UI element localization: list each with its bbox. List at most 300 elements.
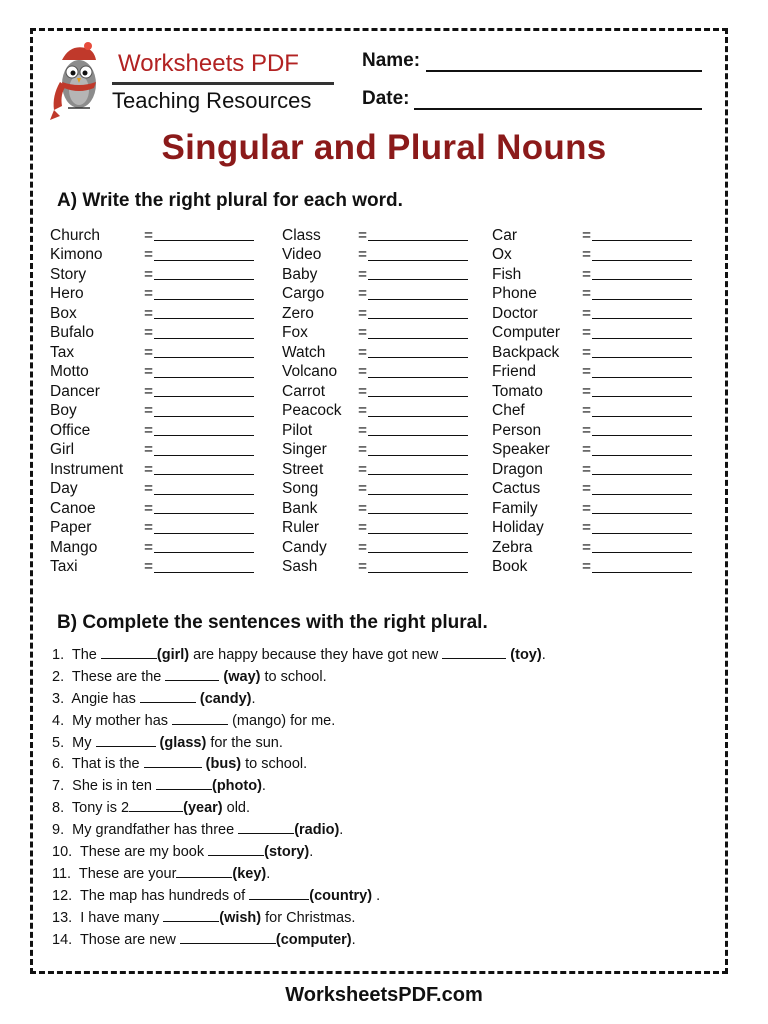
sentence-item [52, 887, 546, 909]
word-label: Bufalo [50, 324, 94, 342]
answer-blank[interactable] [154, 559, 254, 573]
answer-blank[interactable] [368, 383, 468, 397]
word-row [50, 343, 260, 363]
sentence-text: 9. My grandfather has three [52, 822, 239, 839]
word-row [492, 363, 697, 383]
word-row [492, 480, 697, 500]
word-row [492, 265, 697, 285]
word-row [50, 285, 260, 305]
answer-blank[interactable] [592, 461, 692, 475]
word-row [282, 265, 472, 285]
word-row [282, 421, 472, 441]
word-row [282, 499, 472, 519]
word-row [492, 382, 697, 402]
word-row [50, 226, 260, 246]
sentence-blank[interactable] [249, 887, 309, 900]
equals-sign: = [144, 402, 154, 420]
sentence-blank[interactable] [129, 799, 183, 812]
equals-sign: = [144, 246, 154, 264]
word-label: Paper [50, 519, 92, 537]
hint-word: (girl) [156, 647, 190, 663]
word-label: Computer [492, 324, 561, 342]
word-column-2 [282, 226, 472, 577]
word-label: Class [282, 226, 321, 244]
word-label: Song [282, 480, 319, 498]
word-label: Volcano [282, 363, 338, 381]
sentence-text: (mango) for me. [228, 712, 336, 729]
word-row [282, 558, 472, 578]
equals-sign: = [358, 519, 368, 537]
sentence-item [52, 712, 546, 734]
hint-word: (bus) [205, 756, 242, 773]
section-a-heading: A) Write the right plural for each word. [57, 190, 403, 211]
name-label: Name: [362, 50, 421, 71]
equals-sign: = [582, 343, 592, 361]
answer-blank[interactable] [368, 520, 468, 534]
equals-sign: = [358, 226, 368, 244]
date-field[interactable] [362, 88, 410, 110]
word-label: Singer [282, 441, 327, 459]
word-row [492, 441, 697, 461]
sentence-blank[interactable] [156, 777, 212, 790]
word-label: Office [50, 421, 91, 439]
word-label: Person [492, 421, 542, 439]
word-label: Mango [50, 538, 98, 556]
word-row [50, 304, 260, 324]
word-label: Box [50, 304, 77, 322]
word-label: Phone [492, 285, 537, 303]
answer-blank[interactable] [154, 481, 254, 495]
answer-blank[interactable] [154, 383, 254, 397]
answer-blank[interactable] [154, 227, 254, 241]
answer-blank[interactable] [592, 364, 692, 378]
sentence-item [52, 734, 546, 756]
word-label: Doctor [492, 304, 538, 322]
word-row [282, 480, 472, 500]
word-row [492, 538, 697, 558]
answer-blank[interactable] [154, 344, 254, 358]
answer-blank[interactable] [154, 520, 254, 534]
sentence-text: 3. Angie has [52, 690, 140, 707]
word-label: Tomato [492, 382, 543, 400]
word-label: Dancer [50, 382, 100, 400]
word-row [492, 226, 697, 246]
sentence-blank[interactable] [140, 690, 196, 703]
sentence-item [52, 646, 546, 668]
equals-sign: = [358, 304, 368, 322]
word-label: Church [50, 226, 100, 244]
sentence-text: . [541, 647, 546, 663]
equals-sign: = [358, 343, 368, 361]
word-label: Cactus [492, 480, 541, 498]
word-row [50, 421, 260, 441]
word-row [282, 382, 472, 402]
sentence-item [52, 843, 546, 865]
word-label: Carrot [282, 382, 326, 400]
answer-blank[interactable] [154, 422, 254, 436]
word-label: Kimono [50, 246, 103, 264]
word-label: Speaker [492, 441, 550, 459]
equals-sign: = [144, 499, 154, 517]
sentence-text: are happy because they have got new [189, 647, 443, 663]
answer-blank[interactable] [592, 266, 692, 280]
answer-blank[interactable] [154, 500, 254, 514]
word-row [50, 480, 260, 500]
sentence-text: old. [222, 800, 251, 817]
word-row [282, 519, 472, 539]
sentence-text: 1. The [52, 647, 101, 663]
sentence-blank[interactable] [144, 755, 202, 768]
hint-word: (radio) [294, 822, 340, 839]
word-label: Hero [50, 285, 84, 303]
word-row [492, 519, 697, 539]
word-label: Boy [50, 402, 77, 420]
answer-blank[interactable] [368, 227, 468, 241]
word-label: Cargo [282, 285, 325, 303]
equals-sign: = [582, 519, 592, 537]
word-label: Fish [492, 265, 522, 283]
sentence-item [52, 755, 546, 777]
equals-sign: = [358, 265, 368, 283]
word-label: Bank [282, 499, 318, 517]
word-row [492, 402, 697, 422]
answer-blank[interactable] [154, 247, 254, 261]
answer-blank[interactable] [368, 500, 468, 514]
sentence-text: . [351, 931, 356, 948]
word-column-1 [50, 226, 260, 577]
equals-sign: = [582, 499, 592, 517]
sentence-item [52, 821, 546, 843]
owl-mascot-icon [48, 40, 110, 124]
sentence-text: 10. These are my book [52, 844, 209, 861]
word-row [50, 382, 260, 402]
word-row [282, 460, 472, 480]
sentence-text: . [261, 778, 266, 795]
sentence-item [52, 690, 546, 712]
word-label: Taxi [50, 558, 78, 576]
word-row [50, 363, 260, 383]
sentence-item [52, 865, 546, 887]
answer-blank[interactable] [592, 247, 692, 261]
word-row [282, 363, 472, 383]
sentence-text: 11. These are your [52, 865, 177, 882]
word-label: Family [492, 499, 538, 517]
answer-blank[interactable] [154, 305, 254, 319]
sentence-blank[interactable] [238, 821, 294, 834]
hint-word: (way) [223, 668, 261, 685]
equals-sign: = [358, 363, 368, 381]
section-b-heading: B) Complete the sentences with the right plural. [57, 612, 488, 633]
answer-blank[interactable] [154, 364, 254, 378]
sentence-item [52, 931, 546, 953]
hint-word: (key) [232, 865, 267, 882]
answer-blank[interactable] [592, 325, 692, 339]
answer-blank[interactable] [368, 364, 468, 378]
hint-word: (wish) [219, 909, 262, 926]
word-label: Zero [282, 304, 314, 322]
answer-blank[interactable] [592, 286, 692, 300]
equals-sign: = [144, 324, 154, 342]
equals-sign: = [582, 246, 592, 264]
equals-sign: = [144, 519, 154, 537]
equals-sign: = [358, 460, 368, 478]
equals-sign: = [144, 363, 154, 381]
equals-sign: = [358, 441, 368, 459]
word-row [50, 558, 260, 578]
answer-blank[interactable] [592, 520, 692, 534]
equals-sign: = [358, 324, 368, 342]
equals-sign: = [144, 226, 154, 244]
hint-word: (glass) [159, 734, 207, 751]
sentence-blank[interactable] [96, 734, 156, 747]
equals-sign: = [144, 441, 154, 459]
sentence-blank[interactable] [176, 865, 232, 878]
word-row [282, 343, 472, 363]
answer-blank[interactable] [368, 344, 468, 358]
sentence-text: 5. My [52, 734, 96, 751]
word-label: Pilot [282, 421, 313, 439]
word-row [50, 538, 260, 558]
equals-sign: = [358, 538, 368, 556]
word-label: Video [282, 246, 322, 264]
sentence-text: 2. These are the [52, 668, 166, 685]
sentence-blank[interactable] [101, 646, 157, 659]
word-row [492, 246, 697, 266]
sentence-item [52, 777, 546, 799]
word-row [282, 246, 472, 266]
word-label: Zebra [492, 538, 533, 556]
word-label: Ruler [282, 519, 320, 537]
sentence-text: 7. She is in ten [52, 778, 156, 795]
sentence-text: 12. The map has hundreds of [52, 887, 250, 904]
answer-blank[interactable] [154, 461, 254, 475]
answer-blank[interactable] [368, 442, 468, 456]
sentence-text: for the sun. [206, 734, 283, 751]
answer-blank[interactable] [592, 344, 692, 358]
sentence-text: to school. [241, 756, 308, 773]
equals-sign: = [144, 265, 154, 283]
sentence-list [52, 646, 546, 952]
sentence-text: 14. Those are new [52, 931, 180, 948]
sentence-text: . [309, 844, 314, 861]
answer-blank[interactable] [592, 305, 692, 319]
word-label: Watch [282, 343, 326, 361]
equals-sign: = [582, 324, 592, 342]
answer-blank[interactable] [154, 539, 254, 553]
word-row [492, 558, 697, 578]
equals-sign: = [358, 285, 368, 303]
hint-word: (story) [264, 844, 310, 861]
word-label: Instrument [50, 460, 124, 478]
date-line[interactable] [414, 108, 702, 110]
answer-blank[interactable] [368, 247, 468, 261]
answer-blank[interactable] [368, 325, 468, 339]
answer-blank[interactable] [154, 286, 254, 300]
word-label: Street [282, 460, 324, 478]
equals-sign: = [144, 480, 154, 498]
word-row [50, 519, 260, 539]
answer-blank[interactable] [592, 481, 692, 495]
equals-sign: = [358, 480, 368, 498]
answer-blank[interactable] [592, 383, 692, 397]
word-row [492, 285, 697, 305]
answer-blank[interactable] [368, 539, 468, 553]
word-label: Friend [492, 363, 536, 381]
equals-sign: = [358, 558, 368, 576]
sentence-text: 8. Tony is 2 [52, 800, 130, 817]
equals-sign: = [582, 558, 592, 576]
word-row [492, 324, 697, 344]
answer-blank[interactable] [368, 481, 468, 495]
sentence-item [52, 668, 546, 690]
word-row [50, 324, 260, 344]
word-label: Fox [282, 324, 308, 342]
equals-sign: = [582, 538, 592, 556]
word-row [492, 499, 697, 519]
word-row [50, 499, 260, 519]
word-label: Book [492, 558, 528, 576]
equals-sign: = [582, 460, 592, 478]
sentence-item [52, 799, 546, 821]
answer-blank[interactable] [368, 266, 468, 280]
answer-blank[interactable] [368, 305, 468, 319]
word-column-3 [492, 226, 697, 577]
answer-blank[interactable] [592, 403, 692, 417]
answer-blank[interactable] [592, 442, 692, 456]
answer-blank[interactable] [154, 442, 254, 456]
hint-word: (candy) [199, 690, 252, 707]
equals-sign: = [582, 382, 592, 400]
word-row [282, 285, 472, 305]
page-title: Singular and Plural Nouns [161, 128, 607, 167]
word-label: Peacock [282, 402, 342, 420]
word-label: Holiday [492, 519, 544, 537]
equals-sign: = [358, 421, 368, 439]
word-row [50, 246, 260, 266]
equals-sign: = [582, 265, 592, 283]
sentence-item [52, 909, 546, 931]
answer-blank[interactable] [592, 559, 692, 573]
hint-word: (country) [309, 887, 373, 904]
answer-blank[interactable] [368, 403, 468, 417]
answer-blank[interactable] [592, 539, 692, 553]
sentence-text: 13. I have many [52, 909, 164, 926]
brand-name: Worksheets PDF [118, 50, 299, 77]
word-label: Ox [492, 246, 512, 264]
sentence-blank[interactable] [163, 909, 219, 922]
equals-sign: = [144, 382, 154, 400]
word-row [282, 441, 472, 461]
brand-tagline: Teaching Resources [112, 88, 312, 113]
word-label: Sash [282, 558, 318, 576]
word-row [492, 304, 697, 324]
word-row [492, 460, 697, 480]
date-label: Date: [362, 88, 410, 109]
equals-sign: = [358, 382, 368, 400]
word-label: Dragon [492, 460, 543, 478]
word-row [282, 402, 472, 422]
equals-sign: = [144, 538, 154, 556]
word-row [492, 343, 697, 363]
sentence-blank[interactable] [208, 843, 264, 856]
hint-word: (computer) [275, 931, 352, 948]
brand-divider [112, 82, 334, 85]
word-label: Candy [282, 538, 327, 556]
name-line[interactable] [426, 70, 702, 72]
answer-blank[interactable] [154, 325, 254, 339]
equals-sign: = [582, 304, 592, 322]
hint-word: (year) [183, 800, 223, 817]
equals-sign: = [144, 343, 154, 361]
sentence-blank[interactable] [180, 931, 276, 944]
answer-blank[interactable] [592, 227, 692, 241]
word-label: Motto [50, 363, 89, 381]
sentence-text: 6. That is the [52, 756, 144, 773]
answer-blank[interactable] [592, 422, 692, 436]
word-row [282, 226, 472, 246]
sentence-text: for Christmas. [261, 909, 356, 926]
word-row [50, 265, 260, 285]
word-label: Car [492, 226, 517, 244]
equals-sign: = [582, 480, 592, 498]
sentence-blank[interactable] [165, 668, 219, 681]
answer-blank[interactable] [154, 266, 254, 280]
word-label: Canoe [50, 499, 96, 517]
equals-sign: = [144, 285, 154, 303]
answer-blank[interactable] [154, 403, 254, 417]
equals-sign: = [144, 558, 154, 576]
equals-sign: = [582, 441, 592, 459]
word-label: Girl [50, 441, 75, 459]
sentence-blank[interactable] [442, 646, 506, 659]
word-label: Backpack [492, 343, 560, 361]
word-label: Day [50, 480, 78, 498]
answer-blank[interactable] [368, 286, 468, 300]
sentence-blank[interactable] [172, 712, 228, 725]
answer-blank[interactable] [592, 500, 692, 514]
word-label: Baby [282, 265, 318, 283]
answer-blank[interactable] [368, 422, 468, 436]
equals-sign: = [358, 499, 368, 517]
sentence-text: . [266, 865, 271, 882]
sentence-text: . [372, 887, 381, 904]
word-row [282, 538, 472, 558]
answer-blank[interactable] [368, 461, 468, 475]
word-row [282, 324, 472, 344]
equals-sign: = [358, 402, 368, 420]
equals-sign: = [144, 421, 154, 439]
word-label: Chef [492, 402, 525, 420]
word-row [282, 304, 472, 324]
equals-sign: = [582, 421, 592, 439]
word-row [50, 441, 260, 461]
word-label: Tax [50, 343, 75, 361]
word-row [492, 421, 697, 441]
sentence-text: . [251, 690, 256, 707]
sentence-text: 4. My mother has [52, 712, 173, 729]
name-field[interactable] [362, 50, 420, 72]
equals-sign: = [582, 226, 592, 244]
equals-sign: = [582, 363, 592, 381]
footer-url: WorksheetsPDF.com [285, 984, 483, 1006]
equals-sign: = [144, 460, 154, 478]
equals-sign: = [144, 304, 154, 322]
equals-sign: = [358, 246, 368, 264]
word-row [50, 402, 260, 422]
hint-word: (toy) [510, 647, 542, 663]
hint-word: (photo) [211, 778, 262, 795]
answer-blank[interactable] [368, 559, 468, 573]
